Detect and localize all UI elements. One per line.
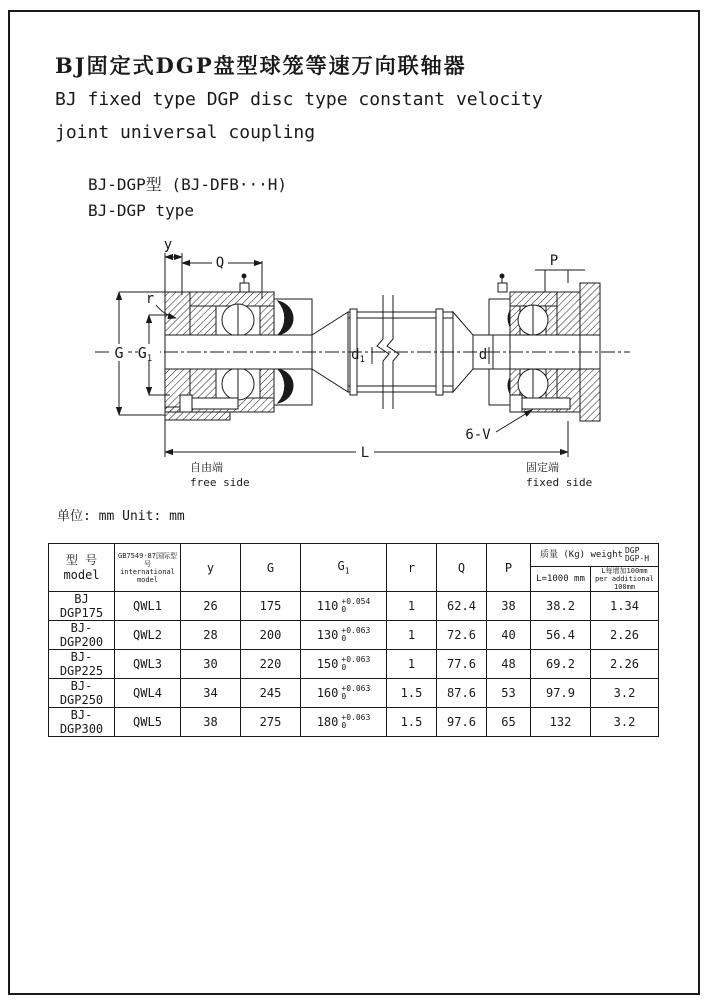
cell-g: 275 <box>241 708 301 737</box>
cell-w1000: 38.2 <box>531 592 591 621</box>
cell-g1: 150 +0.063 0 <box>301 650 387 679</box>
coupling-technical-drawing <box>40 237 665 505</box>
cell-q: 87.6 <box>437 679 487 708</box>
cell-w1000: 56.4 <box>531 621 591 650</box>
cell-r: 1 <box>387 592 437 621</box>
spec-table <box>48 543 659 737</box>
dim-label-d: d <box>478 347 488 363</box>
cell-y: 26 <box>181 592 241 621</box>
cell-g: 175 <box>241 592 301 621</box>
model-type-en: BJ-DGP type <box>88 201 194 220</box>
col-header-weight: 质量 (Kg) weight DGP DGP-H <box>531 544 659 567</box>
cell-g: 245 <box>241 679 301 708</box>
cell-p: 65 <box>487 708 531 737</box>
cell-r: 1 <box>387 650 437 679</box>
fixed-side-label-cn: 固定端 <box>526 461 559 474</box>
table-row <box>49 650 659 679</box>
cell-g1: 110 +0.054 0 <box>301 592 387 621</box>
dim-label-g1: $G_1$ <box>137 344 153 364</box>
cell-r: 1.5 <box>387 679 437 708</box>
cell-q: 72.6 <box>437 621 487 650</box>
subtitle-block <box>88 172 287 224</box>
cell-intl: QWL1 <box>115 592 181 621</box>
cell-y: 28 <box>181 621 241 650</box>
cell-p: 53 <box>487 679 531 708</box>
cell-g: 220 <box>241 650 301 679</box>
cell-y: 30 <box>181 650 241 679</box>
cell-r: 1 <box>387 621 437 650</box>
cell-g1: 130 +0.063 0 <box>301 621 387 650</box>
cell-intl: QWL4 <box>115 679 181 708</box>
dim-label-r: r <box>145 291 155 307</box>
cell-wadd: 1.34 <box>591 592 659 621</box>
grease-fitting-icon <box>240 274 249 292</box>
right-joint-fixed-side <box>489 274 600 421</box>
cell-p: 48 <box>487 650 531 679</box>
col-header-g: G <box>241 544 301 592</box>
cell-q: 62.4 <box>437 592 487 621</box>
cell-model: BJ-DGP300 <box>49 708 115 737</box>
table-row <box>49 679 659 708</box>
cell-model: BJ DGP175 <box>49 592 115 621</box>
cell-model: BJ-DGP200 <box>49 621 115 650</box>
cell-w1000: 69.2 <box>531 650 591 679</box>
cell-w1000: 97.9 <box>531 679 591 708</box>
col-header-weight-additional: L每增加100mm per additional 100mm <box>591 567 659 592</box>
cell-g1: 180 +0.063 0 <box>301 708 387 737</box>
free-side-label-en: free side <box>190 476 250 489</box>
page-title-en-line2: joint universal coupling <box>55 122 316 143</box>
page-title-en-line1: BJ fixed type DGP disc type constant velocity <box>55 89 543 110</box>
dim-label-d1: $d_1$ <box>351 347 365 365</box>
bolt-count-label: 6-V <box>465 427 491 443</box>
fixed-side-label-en: fixed side <box>526 476 593 489</box>
cell-wadd: 3.2 <box>591 708 659 737</box>
col-header-weight-l1000: L=1000 mm <box>531 567 591 592</box>
page-title-cn: BJ固定式DGP盘型球笼等速万向联轴器 <box>55 53 467 78</box>
title-block <box>55 50 543 146</box>
col-header-q: Q <box>437 544 487 592</box>
col-header-y: y <box>181 544 241 592</box>
table-row <box>49 621 659 650</box>
cell-model: BJ-DGP225 <box>49 650 115 679</box>
cell-intl: QWL2 <box>115 621 181 650</box>
cell-y: 34 <box>181 679 241 708</box>
cell-g: 200 <box>241 621 301 650</box>
unit-label: 单位: mm Unit: mm <box>57 509 185 524</box>
cell-wadd: 2.26 <box>591 621 659 650</box>
cell-wadd: 2.26 <box>591 650 659 679</box>
dim-label-g: G <box>114 344 124 362</box>
grease-fitting-icon <box>498 274 507 292</box>
col-header-model: 型 号 model <box>49 544 115 592</box>
cell-q: 77.6 <box>437 650 487 679</box>
cell-intl: QWL5 <box>115 708 181 737</box>
col-header-international-model: GB7549-87国际型号 international model <box>115 544 181 592</box>
col-header-g1: $G_1$ <box>301 544 387 592</box>
cell-r: 1.5 <box>387 708 437 737</box>
cell-g1: 160 +0.063 0 <box>301 679 387 708</box>
cell-w1000: 132 <box>531 708 591 737</box>
dim-label-p: P <box>549 253 559 269</box>
cell-wadd: 3.2 <box>591 679 659 708</box>
table-row <box>49 708 659 737</box>
col-header-r: r <box>387 544 437 592</box>
dim-label-q: Q <box>215 255 225 271</box>
coupling-drawing-svg <box>40 237 665 505</box>
free-side-label-cn: 自由端 <box>190 461 223 474</box>
col-header-p: P <box>487 544 531 592</box>
cell-p: 38 <box>487 592 531 621</box>
cell-p: 40 <box>487 621 531 650</box>
table-row <box>49 592 659 621</box>
cell-q: 97.6 <box>437 708 487 737</box>
cell-model: BJ-DGP250 <box>49 679 115 708</box>
model-type-cn: BJ-DGP型 (BJ-DFB···H) <box>88 175 288 194</box>
dim-label-l: L <box>360 445 370 461</box>
cell-y: 38 <box>181 708 241 737</box>
dim-label-y: y <box>163 237 173 253</box>
cell-intl: QWL3 <box>115 650 181 679</box>
